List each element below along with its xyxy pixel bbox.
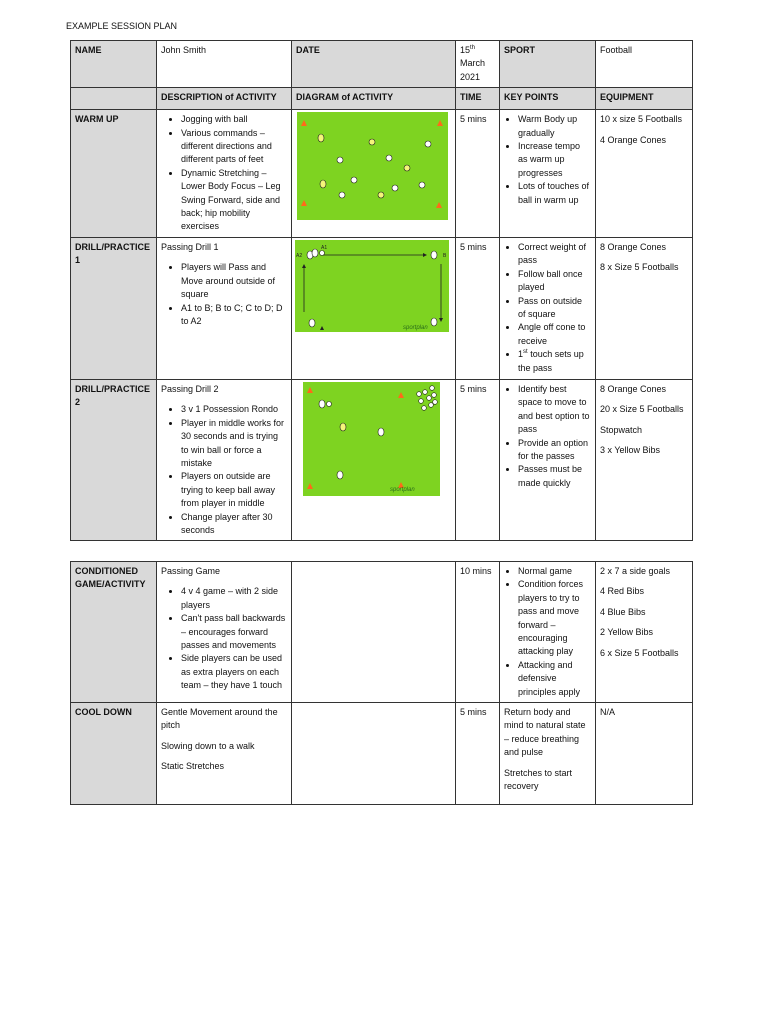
cool-down-row <box>71 703 693 804</box>
name-label: NAME <box>71 41 157 88</box>
list-item: • A1 to B; B to C; C to D; D to A2 <box>181 302 287 329</box>
ball-icon <box>427 396 432 401</box>
list-item: • Jogging with ball <box>181 113 287 126</box>
list-item: • Lots of touches of ball in warm up <box>518 180 591 207</box>
description-cell <box>157 110 292 238</box>
list-item: • 4 v 4 game – with 2 side players <box>181 585 287 612</box>
list-item: • Passes must be made quickly <box>518 463 591 490</box>
row-label: DRILL/PRACTICE 1 <box>71 237 157 379</box>
description-cell <box>157 379 292 540</box>
ball-icon <box>432 393 437 398</box>
key-points-cell <box>500 237 596 379</box>
equipment-item: 4 Orange Cones <box>600 134 667 145</box>
column-header-row <box>71 88 693 110</box>
date-suffix: th <box>470 45 476 51</box>
player-icon <box>339 192 345 198</box>
diagram-cell <box>292 379 456 540</box>
key-points-cell <box>500 703 596 804</box>
equipment-cell <box>596 703 693 804</box>
list-item: • Attacking and defensive principles apply <box>518 659 591 699</box>
drill-2-row <box>71 379 693 540</box>
player-icon <box>425 141 431 147</box>
diagram-cell <box>292 562 456 703</box>
list-item: • Condition forces players to try to pass and move forward – encouraging attacking play <box>518 578 591 658</box>
list-item: • Can't pass ball backwards – encourages forward passes and movements <box>181 612 287 652</box>
list-item: • Normal game <box>518 565 591 578</box>
drill-1-diagram <box>295 240 449 332</box>
equipment-item: Stopwatch <box>600 424 643 435</box>
time-header: TIME <box>456 88 500 110</box>
date-value <box>456 41 500 88</box>
ball-icon <box>320 250 325 255</box>
player-icon <box>319 400 325 408</box>
list-item: • Players will Pass and Move around outside of square <box>181 261 287 301</box>
equipment-item: 8 Orange Cones <box>600 383 667 394</box>
description-list <box>161 585 287 692</box>
equipment-cell <box>596 562 693 703</box>
player-icon <box>378 428 384 436</box>
description-list <box>161 403 287 537</box>
equipment-item: 4 Red Bibs <box>600 586 645 597</box>
row-label: WARM UP <box>71 110 157 238</box>
list-item: • Identify best space to move to and best option to pass <box>518 383 591 437</box>
player-icon <box>386 155 392 161</box>
player-icon <box>431 318 437 326</box>
ball-icon <box>417 392 422 397</box>
label-a1: A1 <box>321 244 328 251</box>
description-cell <box>157 703 292 804</box>
description-header: DESCRIPTION of ACTIVITY <box>157 88 292 110</box>
key-points-cell <box>500 110 596 238</box>
list-item: • Warm Body up gradually <box>518 113 591 140</box>
player-icon <box>419 182 425 188</box>
player-icon <box>320 180 326 188</box>
ball-icon <box>327 401 332 406</box>
player-icon <box>392 185 398 191</box>
date-day: 15 <box>460 45 471 55</box>
key-points-list <box>504 383 591 490</box>
description-line: Gentle Movement around the pitch <box>161 707 278 731</box>
equipment-cell <box>596 379 693 540</box>
ball-icon <box>433 400 438 405</box>
equipment-header: EQUIPMENT <box>596 88 693 110</box>
list-item: • Player in middle works for 30 seconds and is trying to win ball or force a mistake <box>181 417 287 471</box>
key-points-list <box>504 113 591 207</box>
equipment-item: 20 x Size 5 Footballs <box>600 404 684 415</box>
key-points-header: KEY POINTS <box>500 88 596 110</box>
list-item <box>518 348 591 375</box>
touch-rest: touch sets up the pass <box>518 349 584 373</box>
description-line: Slowing down to a walk <box>161 740 255 751</box>
player-icon <box>369 139 375 145</box>
time-cell: 5 mins <box>456 237 500 379</box>
touch-number: 1 <box>518 349 524 360</box>
time-cell: 10 mins <box>456 562 500 703</box>
player-icon <box>404 165 410 171</box>
session-plan-table-continued <box>70 561 693 805</box>
list-item: • Correct weight of pass <box>518 241 591 268</box>
drill-2-diagram <box>303 382 440 496</box>
conditioned-game-row <box>71 562 693 703</box>
time-cell: 5 mins <box>456 703 500 804</box>
diagram-cell <box>292 110 456 238</box>
equipment-item: 10 x size 5 Footballs <box>600 114 683 125</box>
header-row <box>71 41 693 88</box>
session-plan-table <box>70 40 693 541</box>
equipment-item: 3 x Yellow Bibs <box>600 445 661 456</box>
diagram-header: DIAGRAM of ACTIVITY <box>292 88 456 110</box>
key-points-cell <box>500 562 596 703</box>
ball-icon <box>423 390 428 395</box>
ball-icon <box>422 406 427 411</box>
label-a2: A2 <box>296 252 303 259</box>
warm-up-diagram <box>297 112 448 220</box>
time-cell: 5 mins <box>456 110 500 238</box>
description-cell <box>157 562 292 703</box>
list-item: • Angle off cone to receive <box>518 321 591 348</box>
description-line: Static Stretches <box>161 761 225 772</box>
touch-suffix: st <box>523 349 528 356</box>
equipment-item: 2 Yellow Bibs <box>600 627 654 638</box>
pitch-surface <box>297 112 448 220</box>
sportplan-logo: sportplan <box>390 486 415 493</box>
description-list <box>161 113 287 234</box>
player-icon <box>351 177 357 183</box>
list-item: • Various commands – different directions and different parts of feet <box>181 127 287 167</box>
player-icon <box>318 134 324 142</box>
list-item: • Change player after 30 seconds <box>181 511 287 538</box>
equipment-cell <box>596 110 693 238</box>
player-icon <box>431 251 437 259</box>
date-label: DATE <box>292 41 456 88</box>
key-points-list <box>504 241 591 375</box>
equipment-item: 8 x Size 5 Footballs <box>600 262 679 273</box>
key-points-cell <box>500 379 596 540</box>
description-list <box>161 261 287 328</box>
key-point-line: Return body and mind to natural state – reduce breathing and pulse <box>504 707 586 758</box>
player-icon <box>378 192 384 198</box>
description-cell <box>157 237 292 379</box>
time-cell: 5 mins <box>456 379 500 540</box>
drill-1-row <box>71 237 693 379</box>
name-value: John Smith <box>157 41 292 88</box>
list-item: • Provide an option for the passes <box>518 437 591 464</box>
player-icon <box>340 423 346 431</box>
equipment-item: 2 x 7 a side goals <box>600 566 671 576</box>
list-item: • Dynamic Stretching – Lower Body Focus – Leg Swing Forward, side and back; hip mobility exercises <box>181 167 287 234</box>
equipment-item: 6 x Size 5 Footballs <box>600 647 679 658</box>
player-icon <box>337 157 343 163</box>
row-label: CONDITIONED GAME/ACTIVITY <box>71 562 157 703</box>
list-item: • 3 v 1 Possession Rondo <box>181 403 287 416</box>
ball-icon <box>419 399 424 404</box>
sport-value: Football <box>596 41 693 88</box>
activity-title: Passing Drill 2 <box>161 383 219 394</box>
warm-up-row <box>71 110 693 238</box>
equipment-cell <box>596 237 693 379</box>
activity-title: Passing Drill 1 <box>161 241 219 252</box>
list-item: • Follow ball once played <box>518 268 591 295</box>
key-points-list <box>504 565 591 699</box>
player-icon <box>309 319 315 327</box>
document-title: EXAMPLE SESSION PLAN <box>66 21 178 31</box>
key-point-line: Stretches to start recovery <box>504 767 573 792</box>
sportplan-logo: sportplan <box>403 324 428 331</box>
list-item: • Pass on outside of square <box>518 295 591 322</box>
label-b: B <box>443 252 447 259</box>
ball-icon <box>429 403 434 408</box>
equipment-item: N/A <box>600 707 616 718</box>
diagram-cell <box>292 237 456 379</box>
activity-title: Passing Game <box>161 566 221 576</box>
row-label: DRILL/PRACTICE 2 <box>71 379 157 540</box>
list-item: • Players on outside are trying to keep ball away from player in middle <box>181 470 287 510</box>
sport-label: SPORT <box>500 41 596 88</box>
player-icon <box>312 249 318 257</box>
equipment-item: 8 Orange Cones <box>600 241 667 252</box>
diagram-cell <box>292 703 456 804</box>
row-label: COOL DOWN <box>71 703 157 804</box>
list-item: • Side players can be used as extra players on each team – they have 1 touch <box>181 652 287 692</box>
player-icon <box>337 471 343 479</box>
date-rest: March 2021 <box>460 58 486 82</box>
equipment-item: 4 Blue Bibs <box>600 606 646 617</box>
corner-cell <box>71 88 157 110</box>
list-item: • Increase tempo as warm up progresses <box>518 140 591 180</box>
ball-icon <box>430 386 435 391</box>
